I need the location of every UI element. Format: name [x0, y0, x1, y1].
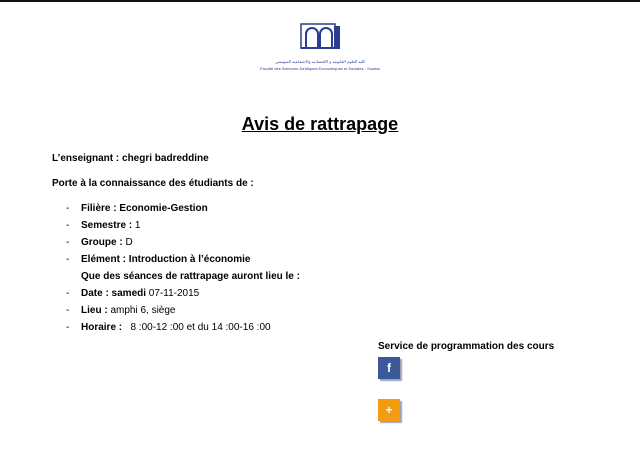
lieu-label: Lieu :	[81, 305, 108, 316]
bullet-dash: -	[66, 305, 70, 316]
add-share-button[interactable]	[378, 399, 400, 421]
faculty-header	[0, 22, 640, 72]
facebook-share-button[interactable]	[378, 357, 400, 379]
groupe-line	[81, 237, 133, 249]
faculty-name-french: Faculté des Sciences Juridiques Economiques et Sociales - Souissi	[260, 66, 380, 71]
teacher-line: L’enseignant : chegri badreddine	[52, 153, 209, 164]
bullet-dash: -	[66, 220, 70, 231]
groupe-label: Groupe :	[81, 237, 123, 248]
semestre-line	[81, 220, 140, 232]
top-border	[0, 0, 640, 2]
horaire-label: Horaire :	[81, 322, 123, 333]
lieu-line	[81, 305, 176, 317]
horaire-line	[81, 322, 271, 334]
faculty-name-arabic: كلية العلوم القانونية و الاقتصادية والاجتماعية السويسي	[275, 59, 365, 64]
notice-title: Avis de rattrapage	[241, 114, 399, 134]
horaire-value: 8 :00-12 :00 et du 14 :00-16 :00	[122, 322, 271, 333]
bullet-dash: -	[66, 237, 70, 248]
element-line: Elément : Introduction à l’économie	[81, 254, 251, 265]
bullet-dash: -	[66, 288, 70, 299]
plus-icon: +	[385, 403, 393, 417]
bullet-dash: -	[66, 203, 70, 214]
intro-line: Porte à la connaissance des étudiants de :	[52, 178, 254, 189]
bullet-dash: -	[66, 322, 70, 333]
lieu-value: amphi 6, siège	[107, 305, 176, 316]
groupe-value: D	[122, 237, 133, 248]
date-value: 07-11-2015	[146, 288, 200, 299]
sessions-line: Que des séances de rattrapage auront lieu le :	[81, 271, 300, 282]
facebook-icon: f	[387, 361, 391, 375]
filiere-line: Filière : Economie-Gestion	[81, 203, 208, 214]
bullet-dash: -	[66, 254, 70, 265]
date-label: Date : samedi	[81, 288, 147, 299]
semestre-value: 1	[132, 220, 141, 231]
semestre-label: Semestre :	[81, 220, 133, 231]
date-line	[81, 288, 199, 300]
service-signature: Service de programmation des cours	[378, 341, 555, 352]
faculty-logo	[298, 22, 342, 52]
